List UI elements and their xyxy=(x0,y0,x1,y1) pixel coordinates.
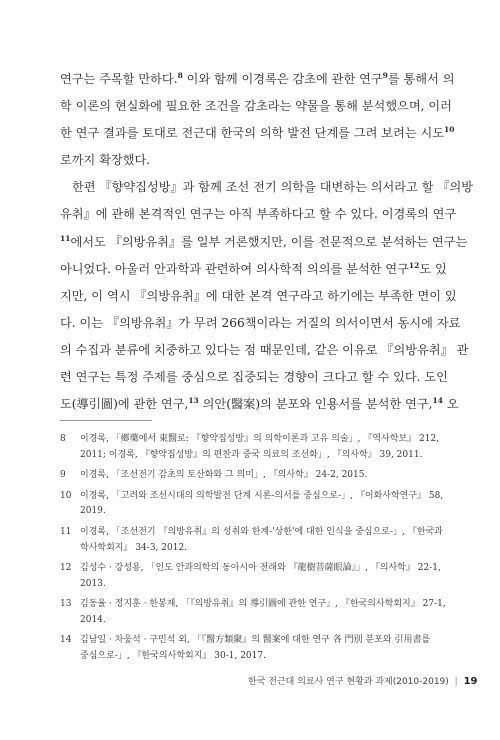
footnote-line: 이경록, 「조선전기 감초의 토산화와 그 의미」, 『의사학』 24-2, 2015. xyxy=(80,470,368,481)
text-run: 의안(醫案)의 분포와 인용서를 분석한 연구, xyxy=(198,397,433,412)
footnote-ref[interactable]: 13 xyxy=(188,396,199,406)
text-run: 학 이론의 현실화에 필요한 조건을 감초라는 약물을 통해 분석했으며, 이러 xyxy=(60,99,452,114)
footnote-number: 13 xyxy=(60,599,72,610)
footnote xyxy=(60,597,455,629)
text-line xyxy=(60,229,468,256)
footnote-divider xyxy=(60,420,152,421)
footnote-ref[interactable]: 10 xyxy=(444,125,455,135)
text-line xyxy=(60,93,452,120)
text-line xyxy=(60,147,448,174)
footnote-ref[interactable]: 11 xyxy=(60,233,71,243)
footnote xyxy=(60,489,455,521)
text-run: 도 있 xyxy=(419,261,447,276)
text-line xyxy=(60,310,461,337)
text-run: 련 연구는 특정 주제를 중심으로 집중되는 경향이 크다고 할 수 있다. 도인 xyxy=(60,370,448,385)
footnote-number: 9 xyxy=(60,470,66,481)
footnotes xyxy=(60,432,455,670)
footnote-text xyxy=(80,489,455,521)
footnote-line: 이경록, 「鄕藥에서 東醫로: 『향약집성방』의 의학이론과 고유 의술」, 『역사학보』 212, xyxy=(80,434,440,444)
footnote xyxy=(60,525,455,557)
text-run: 유취』에 관해 본격적인 연구는 아직 부족하다고 할 수 있다. 이경록의 연구 xyxy=(60,207,457,222)
main-text xyxy=(60,66,474,418)
text-line xyxy=(60,337,469,364)
footnote xyxy=(60,432,455,464)
footnote-line: 2013. xyxy=(80,578,106,589)
footnote-number: 8 xyxy=(60,434,66,444)
footnote-text xyxy=(80,468,455,484)
text-run: 한편 『향약집성방』과 함께 조선 전기 의학을 대변하는 의서라고 할 『의방 xyxy=(72,180,474,195)
page-number: 19 xyxy=(463,676,478,687)
text-run: 오 xyxy=(442,397,459,412)
paragraph xyxy=(60,174,474,418)
footnote-number: 12 xyxy=(60,562,72,573)
footnote xyxy=(60,561,455,593)
footnote-line: 2019. xyxy=(80,506,106,517)
footnote-line: 김동율 · 정지훈 · 한봉재, 「『의방유취』의 導引圖에 관한 연구」, 『한국의사학회지』 27-1, xyxy=(80,599,446,610)
footnote-text xyxy=(80,633,455,665)
footnote xyxy=(60,633,455,665)
footnote-text xyxy=(80,525,455,557)
footnote-text xyxy=(80,597,455,629)
text-run: 에서도 『의방유취』를 일부 거론했지만, 이를 전문적으로 분석하는 연구는 xyxy=(70,234,468,249)
text-line xyxy=(60,201,457,228)
text-run: 한 연구 결과를 토대로 전근대 한국의 의학 발전 단계를 그려 보려는 시도 xyxy=(60,126,445,141)
text-run: 도(導引圖)에 관한 연구, xyxy=(60,397,189,412)
text-line xyxy=(60,283,457,310)
text-run: 로까지 확장했다. xyxy=(60,153,151,168)
footnote-line: 이경록, 「조선전기 『의방유취』의 성취와 한계-'상한'에 대한 인식을 중심으로-」, 『한국과 xyxy=(80,526,443,537)
footnote-ref[interactable]: 9 xyxy=(382,71,388,80)
footer-separator: | xyxy=(454,677,458,687)
text-line xyxy=(60,364,448,391)
text-run: 를 통해서 의 xyxy=(387,72,455,86)
paragraph xyxy=(60,66,455,174)
text-run: 의 수집과 분류에 치중하고 있다는 점 때문인데, 같은 이유로 『의방유취』 관 xyxy=(60,342,469,357)
footnote-text xyxy=(80,561,455,593)
footnote-number: 10 xyxy=(60,490,72,501)
footnote-ref[interactable]: 8 xyxy=(177,71,183,80)
text-run: 이와 함께 이경록은 감초에 관한 연구 xyxy=(182,72,383,86)
text-line xyxy=(60,174,474,201)
page-footer xyxy=(248,674,478,687)
footnote-line: 학사학회지』 34-3, 2012. xyxy=(80,542,188,553)
footnote-line: 2011; 이경록, 『향약집성방』의 편찬과 중국 의료의 조선화」, 『의사학』 39, 2011. xyxy=(80,449,423,460)
text-run: 다. 이는 『의방유취』가 무려 266책이라는 거질의 의서이면서 동시에 자료 xyxy=(60,315,461,330)
footnote-line: 2014. xyxy=(80,614,106,625)
text-line xyxy=(60,256,448,283)
footnote-number: 11 xyxy=(60,526,72,537)
footnote xyxy=(60,468,455,484)
text-run: 연구는 주목할 만하다. xyxy=(60,72,178,86)
footnote-line: 중심으로-」, 『한국의사학회지』 30-1, 2017. xyxy=(80,651,266,662)
text-run: 아니었다. 아울러 안과학과 관련하여 의사학적 의의를 분석한 연구 xyxy=(60,261,409,276)
footnote-ref[interactable]: 12 xyxy=(408,260,420,270)
footnote-number: 14 xyxy=(60,635,72,646)
text-line xyxy=(60,120,455,147)
text-line xyxy=(60,391,459,418)
footnote-line: 김남일 · 차웅석 · 구민석 외, 「『醫方類聚』의 醫案에 대한 연구 各 門別 분포와 引用書를 xyxy=(80,635,431,646)
text-line xyxy=(60,66,455,93)
running-title: 한국 전근대 의료사 연구 현황과 과제(2010-2019) xyxy=(248,677,449,687)
text-run: 지만, 이 역시 『의방유취』에 대한 본격 연구라고 하기에는 부족한 면이 있 xyxy=(60,288,457,303)
footnote-text xyxy=(80,432,455,464)
footnote-line: 김성수 · 강성용, 「인도 안과의학의 동아시아 전래와 『龍樹菩薩眼論』」, 『의사학』 22-1, xyxy=(80,562,441,573)
footnote-ref[interactable]: 14 xyxy=(432,396,443,406)
footnote-line: 이경록, 「고려와 조선시대의 의학발전 단계 시론-의서를 중심으로-」, 『이화사학연구』 58, xyxy=(80,490,444,501)
